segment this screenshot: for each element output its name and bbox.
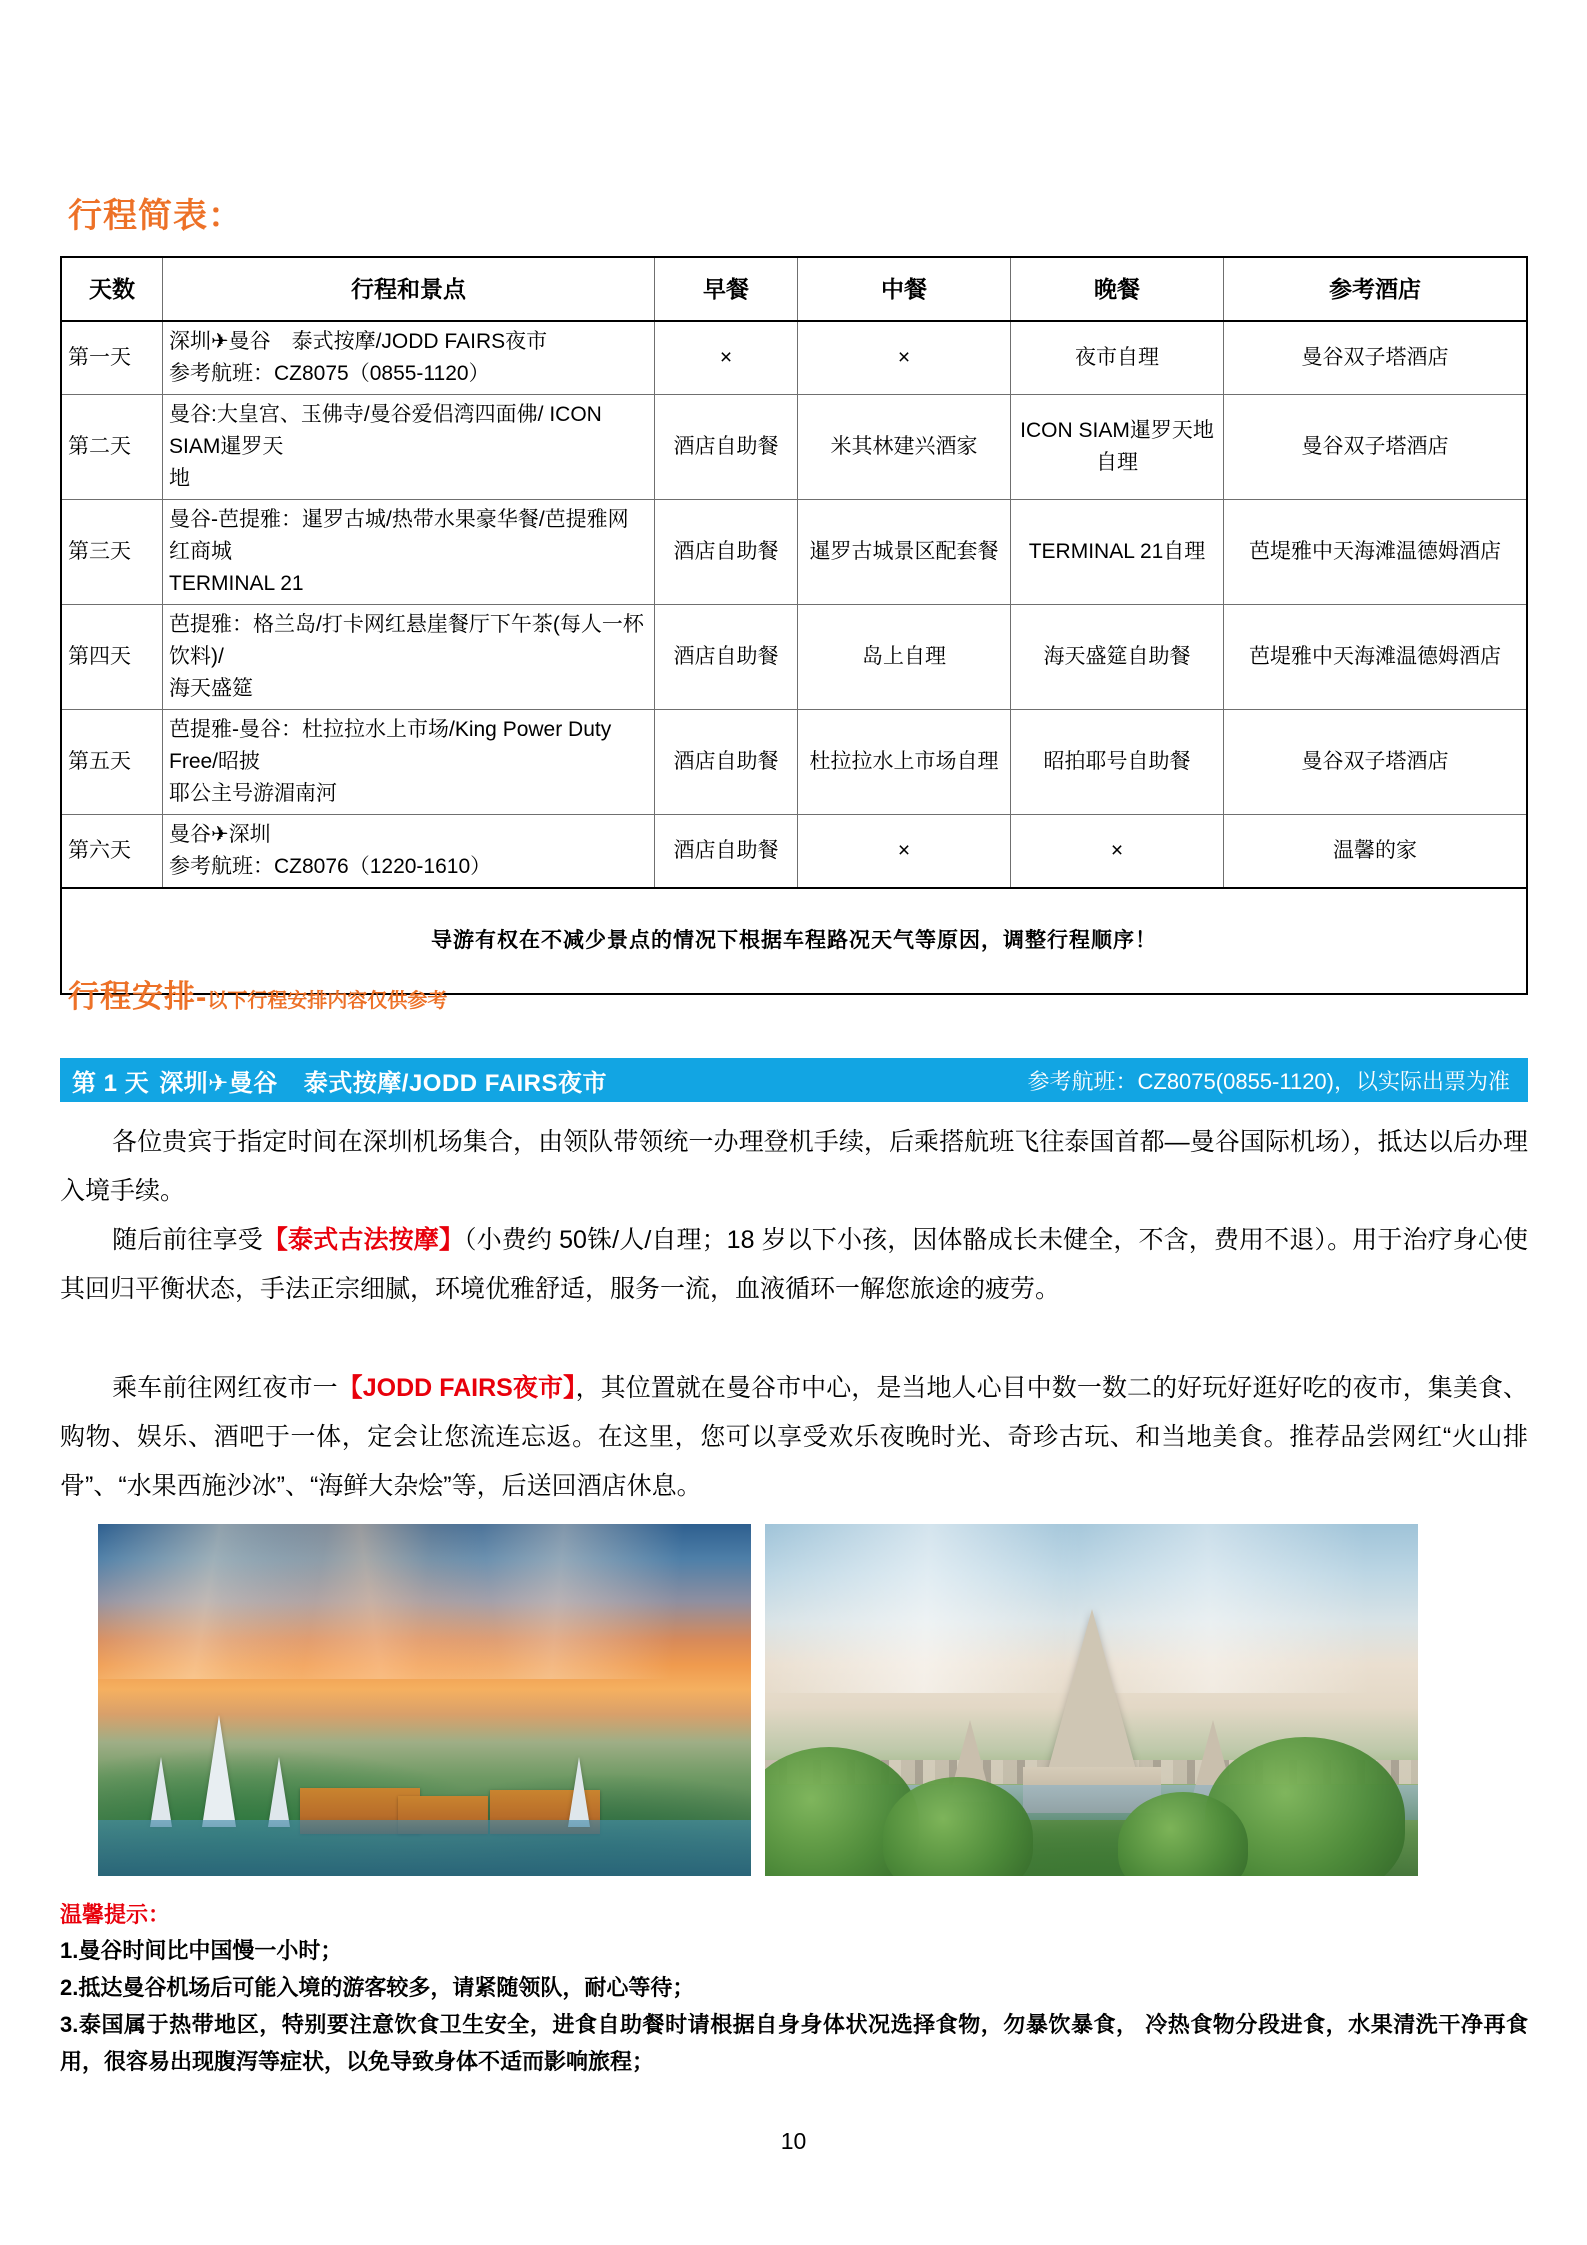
- cell-dinner: ×: [1011, 815, 1224, 889]
- table-header-row: [61, 257, 1527, 321]
- cell-route-line1: 曼谷✈深圳: [169, 823, 271, 846]
- page-title-itinerary-summary: 行程简表：: [68, 197, 243, 235]
- cell-lunch: 暹罗古城景区配套餐: [798, 500, 1011, 605]
- cell-route-line2: 海天盛筵: [169, 677, 253, 700]
- cell-dinner: ICON SIAM暹罗天地自理: [1011, 395, 1224, 500]
- paragraph-arrival-text: 各位贵宾于指定时间在深圳机场集合，由领队带领统一办理登机手续，后乘搭航班飞往泰国首都—曼谷国际机场），抵达以后办理入境手续。: [60, 1128, 1528, 1205]
- table-footer-note: 导游有权在不减少景点的情况下根据车程路况天气等原因，调整行程顺序！: [61, 888, 1527, 994]
- cell-route-line1: 芭提雅：格兰岛/打卡网红悬崖餐厅下午茶(每人一杯饮料)/: [169, 613, 644, 668]
- tips-block: [60, 1898, 1528, 2080]
- column-header-dinner: 晚餐: [1011, 257, 1224, 321]
- cell-lunch: 杜拉拉水上市场自理: [798, 710, 1011, 815]
- paragraph-night-market: [60, 1364, 1528, 1511]
- column-header-route: 行程和景点: [163, 257, 655, 321]
- cell-day: 第六天: [61, 815, 163, 889]
- cell-route-line2: TERMINAL 21: [169, 572, 304, 595]
- cell-route: [163, 395, 655, 500]
- table-row: [61, 321, 1527, 395]
- cell-hotel: 曼谷双子塔酒店: [1224, 710, 1528, 815]
- cell-day: 第五天: [61, 710, 163, 815]
- day-flight-note: 参考航班：CZ8075(0855-1120)，以实际出票为准: [1027, 1068, 1510, 1094]
- cell-route-line1: 曼谷-芭提雅：暹罗古城/热带水果豪华餐/芭提雅网红商城: [169, 508, 629, 563]
- tips-title: 温馨提示：: [60, 1902, 171, 1927]
- cell-breakfast: 酒店自助餐: [655, 395, 798, 500]
- table-header: [61, 257, 1527, 321]
- cell-route-line1: 芭提雅-曼谷：杜拉拉水上市场/King Power Duty Free/昭披: [169, 718, 612, 773]
- cell-day: 第四天: [61, 605, 163, 710]
- cell-hotel: 芭堤雅中天海滩温德姆酒店: [1224, 605, 1528, 710]
- cell-route-line2: 参考航班：CZ8075（0855-1120）: [169, 362, 490, 385]
- highlight-jodd-fairs: 【JODD FAIRS夜市】: [337, 1374, 576, 1402]
- cell-route-line2: 地: [169, 467, 190, 490]
- cell-route: [163, 710, 655, 815]
- cell-dinner: 昭拍耶号自助餐: [1011, 710, 1224, 815]
- day-route-label: 深圳✈曼谷: [159, 1069, 278, 1097]
- cell-breakfast: ×: [655, 321, 798, 395]
- cell-breakfast: 酒店自助餐: [655, 710, 798, 815]
- paragraph-arrival: [60, 1118, 1528, 1216]
- cell-route: [163, 605, 655, 710]
- paragraph-night-market-after: ，其位置就在曼谷市中心，是当地人心目中数一数二的好玩好逛好吃的夜市，集美食、购物、娱乐、酒吧于一体，定会让您流连忘返。在这里，您可以享受欢乐夜晚时光、奇珍古玩、和当地美食。推荐品尝网红“火山排骨”、“水果西施沙冰”、“海鲜大杂烩”等，后送回酒店休息。: [60, 1374, 1528, 1500]
- table-row: [61, 710, 1527, 815]
- paragraph-massage-after: （小费约 50铢/人/自理；18 岁以下小孩，因体骼成长未健全，不含，费用不退）。用于治疗身心使其回归平衡状态，手法正宗细腻，环境优雅舒适，服务一流，血液循环一解您旅途的疲劳。: [60, 1226, 1528, 1303]
- itinerary-summary-table-wrap: [60, 256, 1528, 995]
- cell-route-line2: 参考航班：CZ8076（1220-1610）: [169, 855, 492, 878]
- highlight-thai-massage: 【泰式古法按摩】: [262, 1226, 464, 1254]
- table-row: [61, 395, 1527, 500]
- day-1-header-bar: [60, 1058, 1528, 1102]
- cell-dinner: 夜市自理: [1011, 321, 1224, 395]
- cell-route: [163, 321, 655, 395]
- cell-route-line1: 曼谷:大皇宫、玉佛寺/曼谷爱侣湾四面佛/ ICON SIAM暹罗天: [169, 403, 602, 458]
- cell-breakfast: 酒店自助餐: [655, 815, 798, 889]
- cell-dinner: 海天盛筵自助餐: [1011, 605, 1224, 710]
- cell-lunch: 岛上自理: [798, 605, 1011, 710]
- cell-lunch: ×: [798, 321, 1011, 395]
- cell-dinner: TERMINAL 21自理: [1011, 500, 1224, 605]
- column-header-day: 天数: [61, 257, 163, 321]
- cell-route: [163, 815, 655, 889]
- table-row: [61, 500, 1527, 605]
- photo-wat-arun-temple: [765, 1524, 1418, 1876]
- itinerary-summary-table: [60, 256, 1528, 995]
- paragraph-massage: [60, 1216, 1528, 1314]
- tip-item: 3.泰国属于热带地区，特别要注意饮食卫生安全，进食自助餐时请根据自身身体状况选择食物，勿暴饮暴食， 冷热食物分段进食，水果清洗干净再食用，很容易出现腹泻等症状，以免导致身体不适而影响旅程；: [60, 2012, 1528, 2074]
- page-number: 10: [780, 2128, 807, 2154]
- page-title-itinerary-detail: [68, 978, 447, 1020]
- cell-hotel: 曼谷双子塔酒店: [1224, 395, 1528, 500]
- itinerary-detail-title-sub: 以下行程安排内容仅供参考: [207, 990, 448, 1012]
- cell-hotel: 温馨的家: [1224, 815, 1528, 889]
- cell-route-line1: 深圳✈曼谷 泰式按摩/JODD FAIRS夜市: [169, 330, 548, 353]
- cell-route: [163, 500, 655, 605]
- cell-hotel: 曼谷双子塔酒店: [1224, 321, 1528, 395]
- column-header-hotel: 参考酒店: [1224, 257, 1528, 321]
- photo-strip: [98, 1524, 1418, 1876]
- paragraph-night-market-before: 乘车前往网红夜市一: [112, 1374, 338, 1402]
- cell-day: 第二天: [61, 395, 163, 500]
- table-row: [61, 815, 1527, 889]
- cell-route-line2: 耶公主号游湄南河: [169, 782, 337, 805]
- paragraph-massage-before: 随后前往享受: [112, 1226, 263, 1254]
- cell-lunch: 米其林建兴酒家: [798, 395, 1011, 500]
- cell-breakfast: 酒店自助餐: [655, 605, 798, 710]
- day-number-label: 第 1 天: [72, 1069, 150, 1097]
- tip-item: 2.抵达曼谷机场后可能入境的游客较多，请紧随领队，耐心等待；: [60, 1975, 695, 2000]
- photo-grand-palace-sunset: [98, 1524, 751, 1876]
- tip-item: 1.曼谷时间比中国慢一小时；: [60, 1938, 343, 1963]
- cell-hotel: 芭堤雅中天海滩温德姆酒店: [1224, 500, 1528, 605]
- cell-lunch: ×: [798, 815, 1011, 889]
- day-highlights-label: 泰式按摩/JODD FAIRS夜市: [303, 1069, 607, 1097]
- column-header-breakfast: 早餐: [655, 257, 798, 321]
- itinerary-detail-title-main: 行程安排-: [68, 979, 208, 1014]
- cell-day: 第三天: [61, 500, 163, 605]
- column-header-lunch: 中餐: [798, 257, 1011, 321]
- cell-day: 第一天: [61, 321, 163, 395]
- cell-breakfast: 酒店自助餐: [655, 500, 798, 605]
- table-body: [61, 321, 1527, 994]
- table-row: [61, 605, 1527, 710]
- day-header-left: [72, 1063, 607, 1098]
